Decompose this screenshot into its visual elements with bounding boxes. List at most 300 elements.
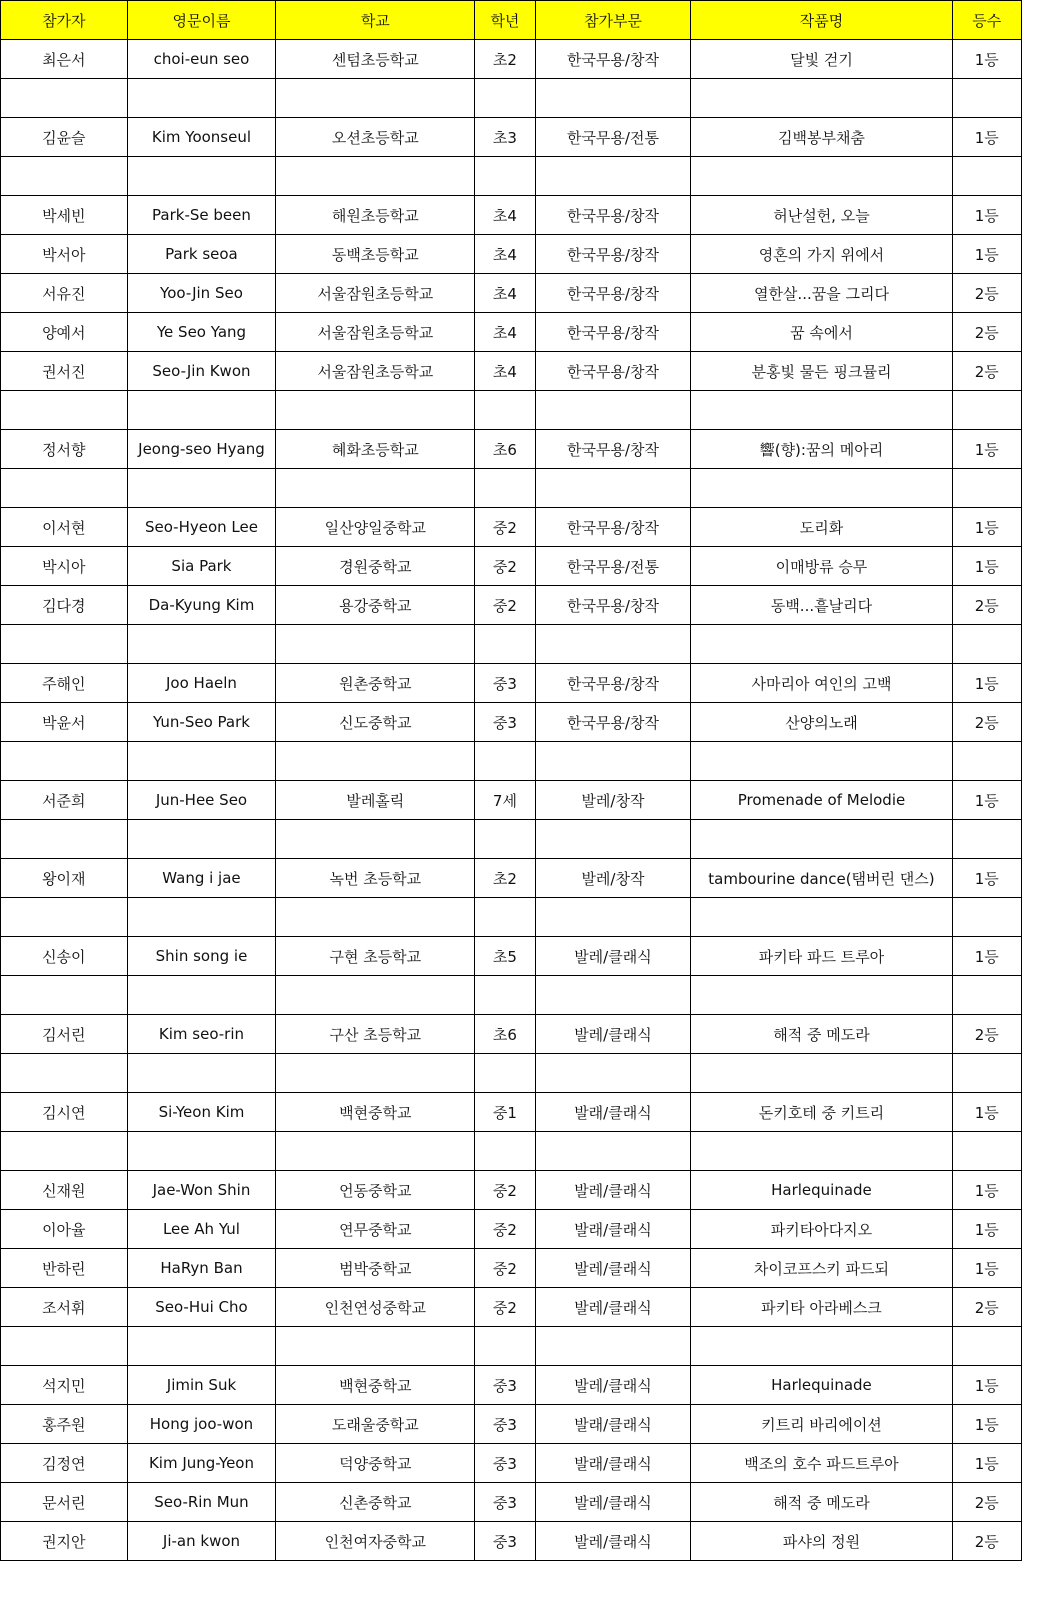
- blank-row: [1, 742, 1022, 781]
- english-name-cell[interactable]: Kim Jung-Yeon: [127, 1444, 276, 1483]
- grade-cell[interactable]: 중3: [475, 1444, 535, 1483]
- participant-cell[interactable]: [1, 1132, 128, 1171]
- table-row: [1, 430, 1022, 469]
- division-cell[interactable]: 발레/클래식: [535, 1366, 691, 1405]
- school-cell[interactable]: 구산 초등학교: [276, 1015, 475, 1054]
- participant-cell[interactable]: 김정연: [1, 1444, 128, 1483]
- work-title-cell[interactable]: 이매방류 승무: [691, 547, 952, 586]
- grade-cell[interactable]: [475, 898, 535, 937]
- participant-cell[interactable]: [1, 157, 128, 196]
- school-cell[interactable]: [276, 1132, 475, 1171]
- division-cell[interactable]: [535, 898, 691, 937]
- grade-cell[interactable]: 초4: [475, 352, 535, 391]
- work-title-cell[interactable]: 동백...흩날리다: [691, 586, 952, 625]
- division-cell[interactable]: 발레/클래식: [535, 1522, 691, 1561]
- english-name-cell[interactable]: Park-Se been: [127, 196, 276, 235]
- division-cell[interactable]: 한국무용/창작: [535, 703, 691, 742]
- work-title-cell[interactable]: 백조의 호수 파드트루아: [691, 1444, 952, 1483]
- english-name-cell[interactable]: choi-eun seo: [127, 40, 276, 79]
- rank-cell[interactable]: 1등: [952, 1093, 1021, 1132]
- division-cell[interactable]: [535, 976, 691, 1015]
- division-cell[interactable]: 발레/창작: [535, 859, 691, 898]
- work-title-cell[interactable]: 響(향):꿈의 메아리: [691, 430, 952, 469]
- participant-cell[interactable]: 주해인: [1, 664, 128, 703]
- work-title-cell[interactable]: 파키타 파드 트루아: [691, 937, 952, 976]
- participant-cell[interactable]: 박시아: [1, 547, 128, 586]
- blank-row: [1, 1327, 1022, 1366]
- header-work-title[interactable]: 작품명: [691, 1, 952, 40]
- participant-cell[interactable]: 신재원: [1, 1171, 128, 1210]
- english-name-cell[interactable]: Shin song ie: [127, 937, 276, 976]
- grade-cell[interactable]: 초6: [475, 430, 535, 469]
- work-title-cell[interactable]: 해적 중 메도라: [691, 1483, 952, 1522]
- division-cell[interactable]: 한국무용/창작: [535, 586, 691, 625]
- english-name-cell[interactable]: Seo-Jin Kwon: [127, 352, 276, 391]
- participant-cell[interactable]: 권서진: [1, 352, 128, 391]
- english-name-cell[interactable]: HaRyn Ban: [127, 1249, 276, 1288]
- participant-cell[interactable]: 서유진: [1, 274, 128, 313]
- english-name-cell[interactable]: Jimin Suk: [127, 1366, 276, 1405]
- rank-cell[interactable]: 2등: [952, 1288, 1021, 1327]
- participant-cell[interactable]: [1, 820, 128, 859]
- english-name-cell[interactable]: Joo Haeln: [127, 664, 276, 703]
- work-title-cell[interactable]: 영혼의 가지 위에서: [691, 235, 952, 274]
- grade-cell[interactable]: 중3: [475, 664, 535, 703]
- work-title-cell[interactable]: [691, 898, 952, 937]
- division-cell[interactable]: 한국무용/창작: [535, 352, 691, 391]
- participant-cell[interactable]: 반하린: [1, 1249, 128, 1288]
- rank-cell[interactable]: 1등: [952, 508, 1021, 547]
- rank-cell[interactable]: 1등: [952, 235, 1021, 274]
- header-division[interactable]: 참가부문: [535, 1, 691, 40]
- english-name-cell[interactable]: [127, 742, 276, 781]
- rank-cell[interactable]: 2등: [952, 703, 1021, 742]
- work-title-cell[interactable]: 해적 중 메도라: [691, 1015, 952, 1054]
- rank-cell[interactable]: [952, 820, 1021, 859]
- table-row: [1, 1288, 1022, 1327]
- blank-row: [1, 625, 1022, 664]
- work-title-cell[interactable]: 김백봉부채춤: [691, 118, 952, 157]
- school-cell[interactable]: 용강중학교: [276, 586, 475, 625]
- school-cell[interactable]: 연무중학교: [276, 1210, 475, 1249]
- participant-cell[interactable]: 김서린: [1, 1015, 128, 1054]
- participant-cell[interactable]: 양예서: [1, 313, 128, 352]
- rank-cell[interactable]: [952, 1054, 1021, 1093]
- division-cell[interactable]: 발레/클래식: [535, 1288, 691, 1327]
- work-title-cell[interactable]: [691, 1054, 952, 1093]
- grade-cell[interactable]: [475, 742, 535, 781]
- participant-cell[interactable]: [1, 469, 128, 508]
- division-cell[interactable]: [535, 79, 691, 118]
- english-name-cell[interactable]: [127, 157, 276, 196]
- division-cell[interactable]: [535, 820, 691, 859]
- school-cell[interactable]: [276, 1327, 475, 1366]
- rank-cell[interactable]: [952, 79, 1021, 118]
- participant-cell[interactable]: 조서휘: [1, 1288, 128, 1327]
- rank-cell[interactable]: [952, 1132, 1021, 1171]
- school-cell[interactable]: 서울잠원초등학교: [276, 274, 475, 313]
- rank-cell[interactable]: 2등: [952, 1483, 1021, 1522]
- rank-cell[interactable]: 1등: [952, 781, 1021, 820]
- division-cell[interactable]: [535, 1054, 691, 1093]
- grade-cell[interactable]: [475, 1327, 535, 1366]
- rank-cell[interactable]: [952, 1327, 1021, 1366]
- english-name-cell[interactable]: Ji-an kwon: [127, 1522, 276, 1561]
- grade-cell[interactable]: 초4: [475, 235, 535, 274]
- blank-row: [1, 898, 1022, 937]
- division-cell[interactable]: 한국무용/창작: [535, 274, 691, 313]
- rank-cell[interactable]: [952, 469, 1021, 508]
- work-title-cell[interactable]: [691, 1327, 952, 1366]
- rank-cell[interactable]: 1등: [952, 430, 1021, 469]
- grade-cell[interactable]: [475, 625, 535, 664]
- participant-cell[interactable]: [1, 391, 128, 430]
- english-name-cell[interactable]: Wang i jae: [127, 859, 276, 898]
- division-cell[interactable]: 한국무용/창작: [535, 235, 691, 274]
- header-participant[interactable]: 참가자: [1, 1, 128, 40]
- school-cell[interactable]: 범박중학교: [276, 1249, 475, 1288]
- school-cell[interactable]: 도래울중학교: [276, 1405, 475, 1444]
- work-title-cell[interactable]: 파샤의 정원: [691, 1522, 952, 1561]
- english-name-cell[interactable]: Seo-Hyeon Lee: [127, 508, 276, 547]
- blank-row: [1, 157, 1022, 196]
- school-cell[interactable]: 경원중학교: [276, 547, 475, 586]
- header-grade[interactable]: 학년: [475, 1, 535, 40]
- school-cell[interactable]: [276, 625, 475, 664]
- school-cell[interactable]: [276, 469, 475, 508]
- school-cell[interactable]: [276, 157, 475, 196]
- work-title-cell[interactable]: 차이코프스키 파드되: [691, 1249, 952, 1288]
- rank-cell[interactable]: 1등: [952, 1444, 1021, 1483]
- participant-cell[interactable]: 박서아: [1, 235, 128, 274]
- division-cell[interactable]: [535, 742, 691, 781]
- english-name-cell[interactable]: Park seoa: [127, 235, 276, 274]
- rank-cell[interactable]: 1등: [952, 937, 1021, 976]
- school-cell[interactable]: [276, 898, 475, 937]
- rank-cell[interactable]: 1등: [952, 547, 1021, 586]
- work-title-cell[interactable]: 허난설헌, 오늘: [691, 196, 952, 235]
- blank-row: [1, 1054, 1022, 1093]
- english-name-cell[interactable]: Da-Kyung Kim: [127, 586, 276, 625]
- rank-cell[interactable]: 1등: [952, 196, 1021, 235]
- work-title-cell[interactable]: 꿈 속에서: [691, 313, 952, 352]
- participant-cell[interactable]: 이서현: [1, 508, 128, 547]
- work-title-cell[interactable]: 분홍빛 물든 핑크뮬리: [691, 352, 952, 391]
- header-english-name[interactable]: 영문이름: [127, 1, 276, 40]
- grade-cell[interactable]: 초3: [475, 118, 535, 157]
- school-cell[interactable]: 동백초등학교: [276, 235, 475, 274]
- division-cell[interactable]: 발래/클래식: [535, 1210, 691, 1249]
- rank-cell[interactable]: 1등: [952, 859, 1021, 898]
- participant-cell[interactable]: 박세빈: [1, 196, 128, 235]
- grade-cell[interactable]: 중3: [475, 1483, 535, 1522]
- table-row: [1, 1522, 1022, 1561]
- participant-cell[interactable]: 왕이재: [1, 859, 128, 898]
- english-name-cell[interactable]: [127, 625, 276, 664]
- table-row: [1, 118, 1022, 157]
- division-cell[interactable]: [535, 625, 691, 664]
- blank-row: [1, 79, 1022, 118]
- participant-cell[interactable]: 김시연: [1, 1093, 128, 1132]
- participant-cell[interactable]: 김다경: [1, 586, 128, 625]
- english-name-cell[interactable]: Seo-Rin Mun: [127, 1483, 276, 1522]
- grade-cell[interactable]: [475, 391, 535, 430]
- division-cell[interactable]: 발래/클래식: [535, 1405, 691, 1444]
- blank-row: [1, 391, 1022, 430]
- school-cell[interactable]: 백현중학교: [276, 1366, 475, 1405]
- rank-cell[interactable]: 2등: [952, 352, 1021, 391]
- school-cell[interactable]: 신촌중학교: [276, 1483, 475, 1522]
- grade-cell[interactable]: 중2: [475, 508, 535, 547]
- rank-cell[interactable]: [952, 976, 1021, 1015]
- table-row: [1, 586, 1022, 625]
- grade-cell[interactable]: 7세: [475, 781, 535, 820]
- division-cell[interactable]: 한국무용/창작: [535, 508, 691, 547]
- grade-cell[interactable]: 초2: [475, 859, 535, 898]
- school-cell[interactable]: [276, 742, 475, 781]
- work-title-cell[interactable]: 산양의노래: [691, 703, 952, 742]
- work-title-cell[interactable]: 사마리아 여인의 고백: [691, 664, 952, 703]
- participant-cell[interactable]: [1, 742, 128, 781]
- school-cell[interactable]: [276, 1054, 475, 1093]
- division-cell[interactable]: 한국무용/창작: [535, 664, 691, 703]
- english-name-cell[interactable]: Sia Park: [127, 547, 276, 586]
- english-name-cell[interactable]: [127, 391, 276, 430]
- participant-cell[interactable]: 홍주원: [1, 1405, 128, 1444]
- school-cell[interactable]: 혜화초등학교: [276, 430, 475, 469]
- participant-cell[interactable]: 석지민: [1, 1366, 128, 1405]
- english-name-cell[interactable]: Jeong-seo Hyang: [127, 430, 276, 469]
- school-cell[interactable]: 인천연성중학교: [276, 1288, 475, 1327]
- grade-cell[interactable]: 초4: [475, 274, 535, 313]
- division-cell[interactable]: 한국무용/창작: [535, 40, 691, 79]
- grade-cell[interactable]: 중2: [475, 1249, 535, 1288]
- participant-cell[interactable]: [1, 898, 128, 937]
- rank-cell[interactable]: 1등: [952, 1171, 1021, 1210]
- english-name-cell[interactable]: [127, 469, 276, 508]
- table-row: [1, 196, 1022, 235]
- division-cell[interactable]: [535, 391, 691, 430]
- english-name-cell[interactable]: Kim Yoonseul: [127, 118, 276, 157]
- grade-cell[interactable]: 중1: [475, 1093, 535, 1132]
- school-cell[interactable]: 인천여자중학교: [276, 1522, 475, 1561]
- participant-cell[interactable]: 서준희: [1, 781, 128, 820]
- division-cell[interactable]: 발레/클래식: [535, 1249, 691, 1288]
- work-title-cell[interactable]: 열한살...꿈을 그리다: [691, 274, 952, 313]
- school-cell[interactable]: 덕양중학교: [276, 1444, 475, 1483]
- work-title-cell[interactable]: [691, 469, 952, 508]
- grade-cell[interactable]: 중3: [475, 1522, 535, 1561]
- english-name-cell[interactable]: Hong joo-won: [127, 1405, 276, 1444]
- table-row: [1, 664, 1022, 703]
- rank-cell[interactable]: [952, 898, 1021, 937]
- english-name-cell[interactable]: Jun-Hee Seo: [127, 781, 276, 820]
- work-title-cell[interactable]: [691, 820, 952, 859]
- grade-cell[interactable]: 중3: [475, 1405, 535, 1444]
- english-name-cell[interactable]: Yun-Seo Park: [127, 703, 276, 742]
- grade-cell[interactable]: [475, 469, 535, 508]
- participant-cell[interactable]: [1, 79, 128, 118]
- work-title-cell[interactable]: Harlequinade: [691, 1171, 952, 1210]
- school-cell[interactable]: 일산양일중학교: [276, 508, 475, 547]
- participant-cell[interactable]: 박윤서: [1, 703, 128, 742]
- english-name-cell[interactable]: Yoo-Jin Seo: [127, 274, 276, 313]
- participant-cell[interactable]: 권지안: [1, 1522, 128, 1561]
- division-cell[interactable]: 발래/클래식: [535, 1444, 691, 1483]
- grade-cell[interactable]: 중2: [475, 547, 535, 586]
- participant-cell[interactable]: 최은서: [1, 40, 128, 79]
- school-cell[interactable]: 센텀초등학교: [276, 40, 475, 79]
- participant-cell[interactable]: [1, 976, 128, 1015]
- rank-cell[interactable]: 1등: [952, 118, 1021, 157]
- rank-cell[interactable]: 2등: [952, 586, 1021, 625]
- english-name-cell[interactable]: Lee Ah Yul: [127, 1210, 276, 1249]
- school-cell[interactable]: [276, 976, 475, 1015]
- division-cell[interactable]: 발레/창작: [535, 781, 691, 820]
- table-row: [1, 274, 1022, 313]
- school-cell[interactable]: 서울잠원초등학교: [276, 313, 475, 352]
- participant-cell[interactable]: 정서향: [1, 430, 128, 469]
- work-title-cell[interactable]: [691, 1132, 952, 1171]
- rank-cell[interactable]: 1등: [952, 664, 1021, 703]
- english-name-cell[interactable]: Kim seo-rin: [127, 1015, 276, 1054]
- participant-cell[interactable]: [1, 1054, 128, 1093]
- work-title-cell[interactable]: [691, 976, 952, 1015]
- table-row: [1, 781, 1022, 820]
- participant-cell[interactable]: 신송이: [1, 937, 128, 976]
- work-title-cell[interactable]: [691, 391, 952, 430]
- rank-cell[interactable]: 2등: [952, 1015, 1021, 1054]
- division-cell[interactable]: [535, 1132, 691, 1171]
- grade-cell[interactable]: [475, 1054, 535, 1093]
- school-cell[interactable]: 오션초등학교: [276, 118, 475, 157]
- rank-cell[interactable]: 1등: [952, 40, 1021, 79]
- grade-cell[interactable]: [475, 1132, 535, 1171]
- work-title-cell[interactable]: [691, 625, 952, 664]
- english-name-cell[interactable]: [127, 820, 276, 859]
- school-cell[interactable]: 언동중학교: [276, 1171, 475, 1210]
- english-name-cell[interactable]: Jae-Won Shin: [127, 1171, 276, 1210]
- participant-cell[interactable]: 문서린: [1, 1483, 128, 1522]
- grade-cell[interactable]: 초4: [475, 196, 535, 235]
- table-body: [1, 40, 1022, 1561]
- work-title-cell[interactable]: tambourine dance(탬버린 댄스): [691, 859, 952, 898]
- grade-cell[interactable]: 중2: [475, 1210, 535, 1249]
- english-name-cell[interactable]: [127, 898, 276, 937]
- work-title-cell[interactable]: [691, 157, 952, 196]
- english-name-cell[interactable]: [127, 1327, 276, 1366]
- grade-cell[interactable]: [475, 976, 535, 1015]
- division-cell[interactable]: 발래/클래식: [535, 1093, 691, 1132]
- grade-cell[interactable]: 초4: [475, 313, 535, 352]
- grade-cell[interactable]: [475, 820, 535, 859]
- english-name-cell[interactable]: Ye Seo Yang: [127, 313, 276, 352]
- work-title-cell[interactable]: 도리화: [691, 508, 952, 547]
- division-cell[interactable]: 발레/클래식: [535, 937, 691, 976]
- participant-cell[interactable]: [1, 1327, 128, 1366]
- division-cell[interactable]: 한국무용/전통: [535, 118, 691, 157]
- participant-cell[interactable]: 김윤슬: [1, 118, 128, 157]
- work-title-cell[interactable]: 파키타아다지오: [691, 1210, 952, 1249]
- grade-cell[interactable]: 초6: [475, 1015, 535, 1054]
- english-name-cell[interactable]: [127, 79, 276, 118]
- grade-cell[interactable]: 초2: [475, 40, 535, 79]
- rank-cell[interactable]: [952, 625, 1021, 664]
- school-cell[interactable]: [276, 820, 475, 859]
- rank-cell[interactable]: [952, 391, 1021, 430]
- header-school[interactable]: 학교: [276, 1, 475, 40]
- school-cell[interactable]: 해원초등학교: [276, 196, 475, 235]
- rank-cell[interactable]: 1등: [952, 1366, 1021, 1405]
- english-name-cell[interactable]: [127, 1132, 276, 1171]
- work-title-cell[interactable]: Promenade of Melodie: [691, 781, 952, 820]
- rank-cell[interactable]: 2등: [952, 313, 1021, 352]
- grade-cell[interactable]: 초5: [475, 937, 535, 976]
- division-cell[interactable]: 발레/클래식: [535, 1015, 691, 1054]
- grade-cell[interactable]: [475, 79, 535, 118]
- participant-cell[interactable]: 이아율: [1, 1210, 128, 1249]
- english-name-cell[interactable]: Si-Yeon Kim: [127, 1093, 276, 1132]
- division-cell[interactable]: 발레/클래식: [535, 1483, 691, 1522]
- school-cell[interactable]: 백현중학교: [276, 1093, 475, 1132]
- rank-cell[interactable]: [952, 157, 1021, 196]
- grade-cell[interactable]: 중2: [475, 1288, 535, 1327]
- rank-cell[interactable]: [952, 742, 1021, 781]
- division-cell[interactable]: [535, 469, 691, 508]
- grade-cell[interactable]: [475, 157, 535, 196]
- english-name-cell[interactable]: [127, 1054, 276, 1093]
- rank-cell[interactable]: 1등: [952, 1405, 1021, 1444]
- division-cell[interactable]: [535, 157, 691, 196]
- rank-cell[interactable]: 1등: [952, 1249, 1021, 1288]
- work-title-cell[interactable]: Harlequinade: [691, 1366, 952, 1405]
- work-title-cell[interactable]: [691, 79, 952, 118]
- school-cell[interactable]: 원촌중학교: [276, 664, 475, 703]
- participant-cell[interactable]: [1, 625, 128, 664]
- english-name-cell[interactable]: [127, 976, 276, 1015]
- work-title-cell[interactable]: 키트리 바리에이션: [691, 1405, 952, 1444]
- division-cell[interactable]: 한국무용/창작: [535, 313, 691, 352]
- school-cell[interactable]: 발레홀릭: [276, 781, 475, 820]
- division-cell[interactable]: 한국무용/전통: [535, 547, 691, 586]
- table-row: [1, 40, 1022, 79]
- rank-cell[interactable]: 1등: [952, 1210, 1021, 1249]
- work-title-cell[interactable]: 돈키호테 중 키트리: [691, 1093, 952, 1132]
- grade-cell[interactable]: 중3: [475, 703, 535, 742]
- rank-cell[interactable]: 2등: [952, 274, 1021, 313]
- school-cell[interactable]: 녹번 초등학교: [276, 859, 475, 898]
- division-cell[interactable]: [535, 1327, 691, 1366]
- school-cell[interactable]: 구현 초등학교: [276, 937, 475, 976]
- school-cell[interactable]: 신도중학교: [276, 703, 475, 742]
- grade-cell[interactable]: 중2: [475, 586, 535, 625]
- grade-cell[interactable]: 중2: [475, 1171, 535, 1210]
- division-cell[interactable]: 한국무용/창작: [535, 430, 691, 469]
- work-title-cell[interactable]: [691, 742, 952, 781]
- work-title-cell[interactable]: 달빛 걷기: [691, 40, 952, 79]
- school-cell[interactable]: 서울잠원초등학교: [276, 352, 475, 391]
- header-rank[interactable]: 등수: [952, 1, 1021, 40]
- table-row: [1, 1093, 1022, 1132]
- school-cell[interactable]: [276, 79, 475, 118]
- division-cell[interactable]: 발레/클래식: [535, 1171, 691, 1210]
- work-title-cell[interactable]: 파키타 아라베스크: [691, 1288, 952, 1327]
- division-cell[interactable]: 한국무용/창작: [535, 196, 691, 235]
- school-cell[interactable]: [276, 391, 475, 430]
- grade-cell[interactable]: 중3: [475, 1366, 535, 1405]
- english-name-cell[interactable]: Seo-Hui Cho: [127, 1288, 276, 1327]
- rank-cell[interactable]: 2등: [952, 1522, 1021, 1561]
